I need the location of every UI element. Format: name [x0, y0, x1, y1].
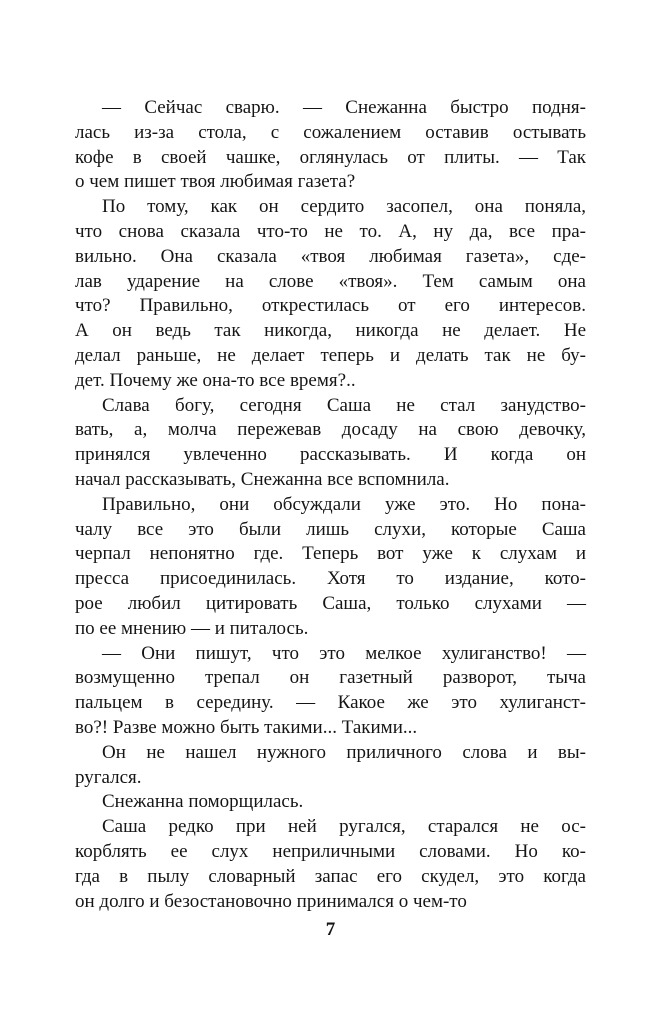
text-line: начал рассказывать, Снежанна все вспомнила.	[75, 468, 450, 490]
text-line: Он не нашел нужного приличного слова и вы-	[102, 741, 586, 763]
text-line: чалу все это были лишь слухи, которые Саша	[75, 518, 586, 540]
paragraph	[75, 642, 586, 741]
text-line: корблять ее слух неприличными словами. Но ко-	[75, 840, 586, 862]
text-line: о чем пишет твоя любимая газета?	[75, 171, 356, 193]
paragraph	[75, 394, 586, 493]
text-line: Саша редко при ней ругался, старался не ос-	[102, 816, 586, 838]
text-line: пальцем в середину. — Какое же это хулиганст-	[75, 692, 586, 714]
paragraph	[75, 493, 586, 642]
paragraph	[75, 815, 586, 914]
text-line: гда в пылу словарный запас его скудел, это когда	[75, 865, 586, 887]
text-line: пресса присоединилась. Хотя то издание, кото-	[75, 568, 586, 590]
text-line: по ее мнению — и питалось.	[75, 617, 309, 639]
text-line: черпал непонятно где. Теперь вот уже к слухам и	[75, 543, 586, 565]
text-line: принялся увлеченно рассказывать. И когда он	[75, 444, 586, 466]
text-line: — Они пишут, что это мелкое хулиганство! —	[102, 642, 586, 664]
page-number: 7	[325, 919, 336, 940]
text-line: По тому, как он сердито засопел, она поняла,	[102, 196, 586, 218]
paragraph	[75, 741, 586, 791]
text-line: вильно. Она сказала «твоя любимая газета», сде-	[75, 245, 586, 267]
text-line: А он ведь так никогда, никогда не делает. Не	[75, 320, 586, 342]
text-line: что снова сказала что-то не то. А, ну да, все пра-	[75, 220, 586, 242]
text-line: кофе в своей чашке, оглянулась от плиты. — Так	[75, 146, 586, 168]
text-block	[75, 96, 586, 914]
paragraph	[75, 790, 586, 815]
text-line: Правильно, они обсуждали уже это. Но пона-	[102, 493, 586, 515]
text-line: он долго и безостановочно принимался о чем-то	[75, 890, 467, 912]
text-line: лав ударение на слове «твоя». Тем самым она	[75, 270, 586, 292]
text-line: ругался.	[75, 766, 142, 788]
text-line: вать, а, молча пережевав досаду на свою девочку,	[75, 419, 586, 441]
text-line: Слава богу, сегодня Саша не стал занудство-	[102, 394, 586, 416]
text-line: рое любил цитировать Саша, только слухами —	[75, 592, 586, 614]
text-line: — Сейчас сварю. — Снежанна быстро подня-	[102, 97, 586, 118]
text-line: во?! Разве можно быть такими... Такими...	[75, 716, 418, 738]
paragraph	[75, 96, 586, 195]
text-line: делал раньше, не делает теперь и делать так не бу-	[75, 344, 586, 366]
text-line: Снежанна поморщилась.	[102, 791, 304, 813]
text-line: возмущенно трепал он газетный разворот, тыча	[75, 667, 586, 689]
text-line: дет. Почему же она-то все время?..	[75, 369, 356, 391]
text-line: что? Правильно, открестилась от его интересов.	[75, 295, 586, 317]
text-line: лась из-за стола, с сожалением оставив остывать	[75, 121, 586, 143]
paragraph	[75, 195, 586, 393]
